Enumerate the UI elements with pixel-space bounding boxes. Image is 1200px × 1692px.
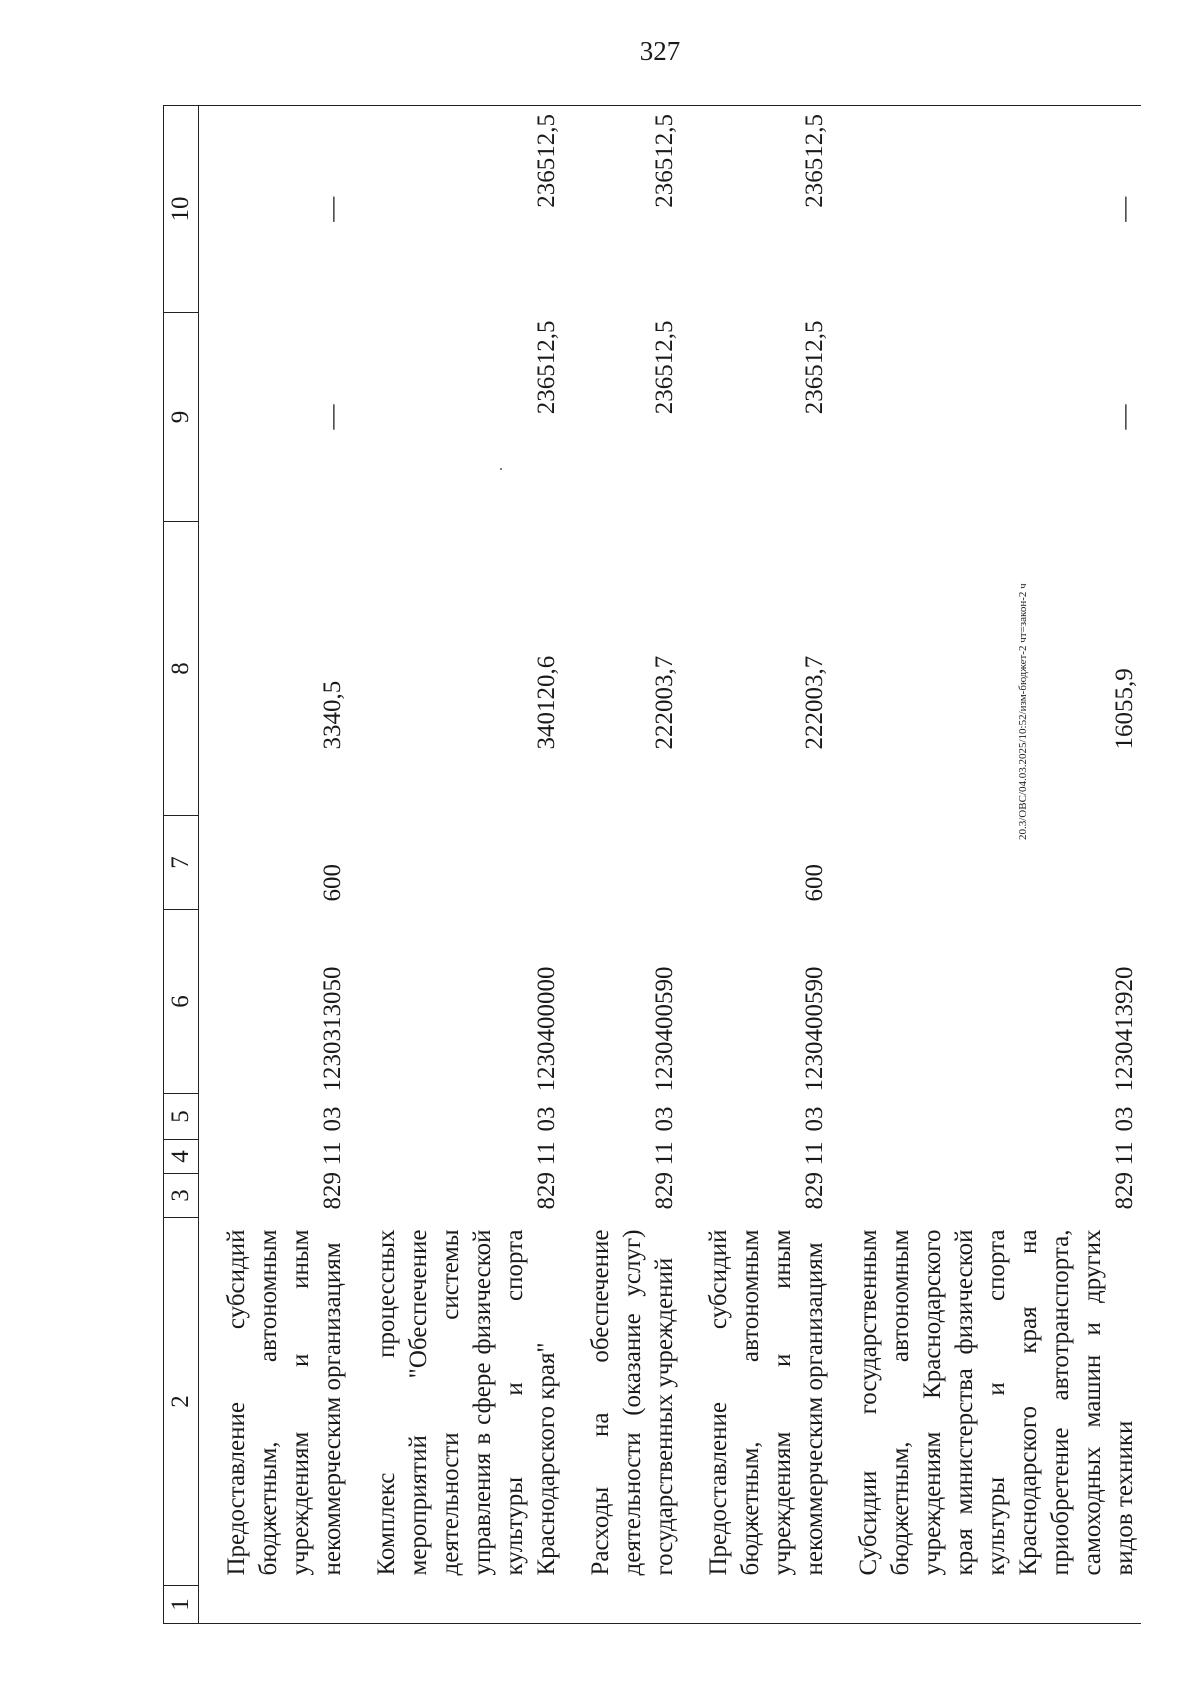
row-section-code: 11	[533, 1141, 560, 1166]
table-row	[853, 106, 1141, 1624]
row-index	[585, 1586, 681, 1624]
spacer-row	[199, 106, 222, 1624]
row-target-code: 1230400590	[651, 966, 678, 1092]
row-index	[703, 1586, 831, 1624]
row-index	[221, 1586, 349, 1624]
row-ved-code: 829	[533, 1172, 560, 1210]
row-expense-type: 600	[319, 864, 346, 902]
row-target-code: 1230400590	[801, 966, 828, 1092]
col-header-6: 6	[164, 910, 199, 1094]
col-header-1: 1	[164, 1586, 199, 1624]
row-ved-code: 829	[801, 1172, 828, 1210]
col-header-10: 10	[164, 106, 199, 313]
spacer-row	[681, 106, 703, 1624]
row-ved-code: 829	[1111, 1172, 1138, 1210]
row-amount-col10: 236512,5	[703, 106, 831, 313]
col-header-5: 5	[164, 1094, 199, 1140]
row-description: Расходы на обеспечение деятельности (оказание услуг) государственных учреждений	[587, 1229, 678, 1576]
row-amount-col8: 222003,7	[651, 655, 678, 750]
row-subsection-code: 03	[1111, 1106, 1138, 1132]
row-amount-col9: 236512,5	[533, 320, 560, 415]
col-header-3: 3	[164, 1174, 199, 1218]
row-description: Комплекс процессных мероприятий "Обеспечение деятельности системы управления в сфере физической культуры и спорта Краснодарского края"	[373, 1229, 560, 1576]
row-amount-col10: —	[853, 106, 1141, 313]
document-stamp: 20.3/ОВС/04.03.2025/10:52/изм-бюджет-2 чт=закон-2 ч	[1017, 583, 1029, 840]
row-section-code: 11	[1111, 1141, 1138, 1166]
row-amount-col8: 3340,5	[319, 680, 346, 750]
col-header-9: 9	[164, 313, 199, 522]
budget-table-rotated	[163, 106, 1138, 1624]
row-subsection-code: 03	[651, 1106, 678, 1132]
row-section-code: 11	[801, 1141, 828, 1166]
row-amount-col9: —	[1111, 404, 1138, 430]
row-expense-type	[371, 816, 563, 910]
row-subsection-code: 03	[801, 1106, 828, 1132]
row-expense-type: 600	[801, 864, 828, 902]
spacer-row	[563, 106, 585, 1624]
row-subsection-code: 03	[319, 1106, 346, 1132]
row-target-code: 1230313050	[319, 966, 346, 1092]
row-ved-code: 829	[651, 1172, 678, 1210]
col-header-2: 2	[164, 1218, 199, 1586]
row-amount-col8: 16055,9	[1111, 668, 1138, 750]
row-description: Предоставление субсидий бюджетным, автономным учреждениям и иным некоммерческим организациям	[705, 1229, 828, 1576]
row-description: Субсидии государственным бюджетным, автономным учреждениям Краснодарского края министерства физической культуры и спорта Краснодарского края на приобретение автотранспорта, самоходных машин и других видов техники	[855, 1229, 1138, 1576]
col-header-4: 4	[164, 1140, 199, 1174]
row-expense-type	[853, 816, 1141, 910]
header-row	[164, 106, 199, 1624]
row-amount-col9: 236512,5	[651, 320, 678, 415]
budget-table	[163, 105, 1141, 1624]
row-index	[371, 1586, 563, 1624]
row-description: Предоставление субсидий бюджетным, автономным учреждениям и иным некоммерческим организациям	[223, 1229, 346, 1576]
row-amount-col9: 236512,5	[801, 320, 828, 415]
page-number: 327	[639, 36, 681, 66]
row-section-code: 11	[319, 1141, 346, 1166]
table-row	[703, 106, 831, 1624]
spacer-row	[831, 106, 853, 1624]
row-section-code: 11	[651, 1141, 678, 1166]
row-amount-col8: 222003,7	[801, 655, 828, 750]
row-target-code: 1230413920	[1111, 966, 1138, 1092]
row-ved-code: 829	[319, 1172, 346, 1210]
table-row	[221, 106, 349, 1624]
row-amount-col8: 340120,6	[533, 655, 560, 750]
spacer-row	[349, 106, 371, 1624]
row-amount-col10: —	[221, 106, 349, 313]
row-expense-type	[585, 816, 681, 910]
col-header-8: 8	[164, 522, 199, 816]
row-target-code: 1230400000	[533, 966, 560, 1092]
table-row	[371, 106, 563, 1624]
table-row	[585, 106, 681, 1624]
row-index	[853, 1586, 1141, 1624]
col-header-7: 7	[164, 816, 199, 910]
row-amount-col10: 236512,5	[585, 106, 681, 313]
row-subsection-code: 03	[533, 1106, 560, 1132]
row-amount-col9: —	[319, 404, 346, 430]
row-amount-col10: 236512,5	[371, 106, 563, 313]
